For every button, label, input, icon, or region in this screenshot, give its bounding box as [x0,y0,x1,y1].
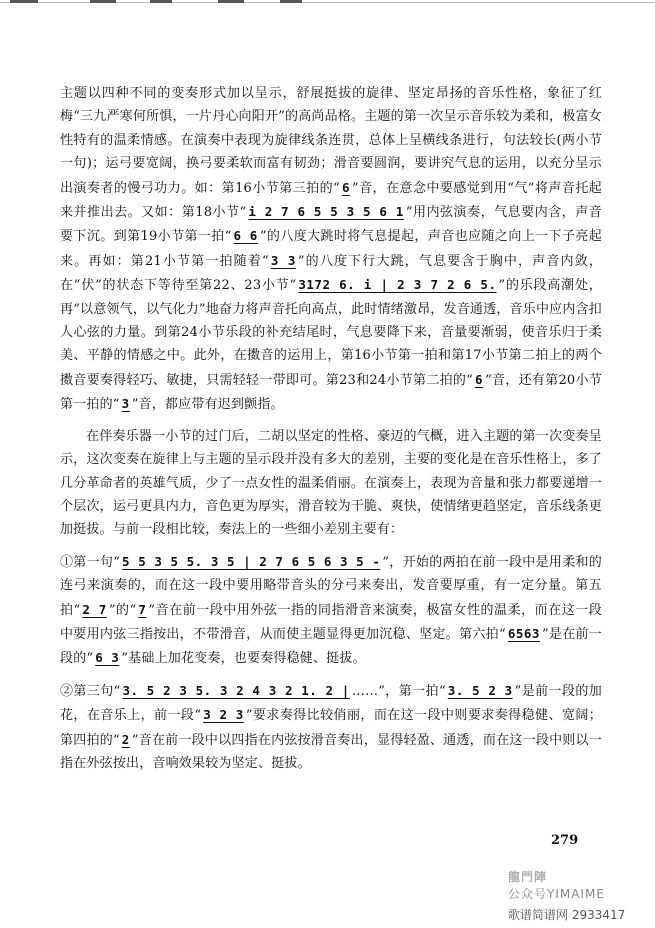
notation-snippet: 3172 6. i | 2 3 7 2 6 5. [298,277,497,293]
notation-snippet: 3 2 3 [203,707,244,723]
body-text: ”基础上加花变奏，也要奏得稳健、挺拔。 [121,651,366,667]
footer-source: 歌谱简谱网 2933417 [508,908,626,922]
body-text: ”音，还有第20小节第一拍的“ [60,372,602,413]
body-text: ……”，第一拍“ [351,683,446,699]
body-text: ”的“ [108,602,137,618]
paragraph-4 [60,679,602,776]
notation-snippet: 2 7 [82,601,107,617]
watermark [508,868,605,902]
top-mark [10,0,38,3]
body-text: ②第三句“ [60,683,121,699]
paragraph-2 [60,425,602,542]
watermark-logo: 龍門陣 [508,870,548,884]
notation-snippet: 3. 5 2 3 5. 3 2 4 3 2 1. 2 | [122,682,350,698]
watermark-account: 公众号YIMAIME [508,887,605,901]
body-text: ”音，在意念中要感觉到用“气”将声音托起来并推出去。又如：第18小节“ [60,180,602,221]
body-text: ①第一句“ [60,554,121,570]
body-text: 主题以四种不同的变奏形式加以呈示，舒展挺拔的旋律、坚定昂扬的音乐性格，象征了红梅“三九严寒何所惧，一片丹心向阳开”的高尚品格。主题的第一次呈示音乐较为柔和，极富女性特有的温柔情感。在演奏中表现为旋律线条连贯，总体上呈横线条进行，句法较长(两小节一句)；运弓要宽阔，换弓要柔软而富有韧劲；滑音要圆润，要讲究气息的运用，以充分呈示出演奏者的慢弓功力。如：第16小节第三拍的“ [60,86,602,196]
notation-snippet: 7 [138,601,147,617]
notation-snippet: 2 [121,731,130,747]
paragraph-1 [60,82,602,417]
body-text: 在伴奏乐器一小节的过门后，二胡以坚定的性格、豪迈的气概，进入主题的第一次变奏呈示，这次变奏在旋律上与主题的呈示段并没有多大的差别，主要的变化是在音乐性格上，多了几分革命者的英雄气质，少了一点女性的温柔俏丽。在演奏上，表现为音量和张力都要递增一个层次，运弓更具内力，音色更为厚实，滑音较为干脆、爽快，使情绪更趋坚定，音乐线条更加挺拔。与前一段相比较，奏法上的一些细小差别主要有： [60,428,602,538]
notation-snippet: 6 [475,371,484,387]
notation-snippet: 3 [121,396,130,412]
body-text: ”音在前一段中用外弦一指的同指滑音来演奏，极富女性的温柔，而在这一段中要用内弦三指按出，不带滑音，从而使主题显得更加沉稳、坚定。第六拍“ [60,602,603,642]
body-text: ”音在前一段中以四指在内弦按滑音奏出，显得轻盈、通透，而在这一段中则以一指在外弦按出，音响效果较为坚定、挺拔。 [60,732,602,771]
page-number: 279 [551,833,579,848]
top-mark [90,0,116,3]
notation-snippet: 3 3 [270,252,296,268]
notation-snippet: 5 5 3 5 5. 3 5 | 2 7 6 5 6 3 5 - [122,553,381,569]
body-text: ”用内弦演奏，气息要内含，声音要下沉。到第19小节第一拍“ [60,205,602,245]
notation-snippet: 6 6 [233,228,258,244]
notation-snippet: i 2 7 6 5 5 3 5 6 1 [248,204,404,220]
body-text: ”的八度大跳时将气息提起，声音也应随之向上一下子亮起来。再如：第21小节第一拍随着“ [60,229,602,269]
paragraph-3 [60,550,602,671]
document-body [60,82,602,783]
notation-snippet: 3. 5 2 3 [447,682,513,698]
body-text: ”要求奏得比较俏丽，而在这一段中则要求奏得稳健、宽阔；第四拍的“ [60,708,602,748]
notation-snippet: 6 3 [95,650,120,666]
notation-snippet: 6 [341,179,350,195]
top-mark [280,0,302,3]
body-text: ”是在前一段的“ [60,626,602,667]
body-text: ”音，都应带有迟到颤指。 [131,397,284,413]
top-mark [218,0,244,3]
body-text: ”的乐段高潮处，再“以意领气，以气化力”地奋力将声音托向高点，此时情绪激昂，发音通透，音乐中应内含扣人心弦的力量。到第24小节乐段的补充结尾时，气息要降下来，音量要渐弱，使音乐归于柔美、平静的情感之中。此外，在擞音的运用上，第16小节第一拍和第17小节第二拍上的两个擞音要奏得轻巧、敏捷，只需轻轻一带即可。第23和24小节第二拍的“ [60,278,602,388]
top-mark [150,0,172,3]
body-text: ”是前一段的加花，在音乐上，前一段“ [60,683,602,724]
body-text: ”，开始的两拍在前一段中是用柔和的连弓来演奏的，而在这一段中要用略带音头的分弓来奏出，发音要厚重，有一定分量。第五拍“ [60,554,602,618]
body-text: ”的八度下行大跳，气息要含于胸中，声音内敛，在“伏”的状态下等待至第22、23小节“ [60,253,603,294]
notation-snippet: 6563 [507,625,540,641]
